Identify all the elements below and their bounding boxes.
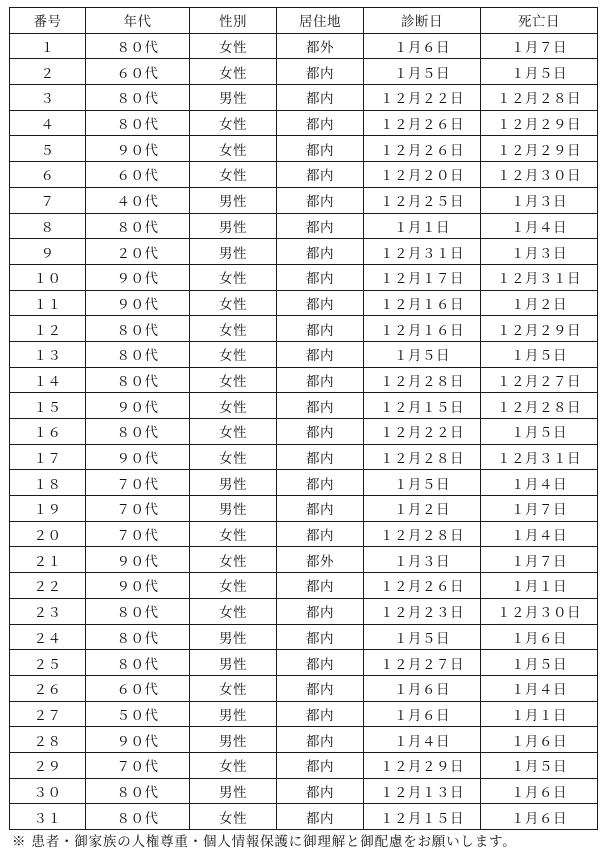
cell-diagnosis-date: １２月２７日 (364, 650, 481, 676)
header-residence: 居住地 (277, 8, 364, 34)
cell-age-group: ８０代 (86, 624, 190, 650)
cell-residence: 都内 (277, 804, 364, 830)
cell-number: ２５ (10, 650, 86, 676)
cell-residence: 都内 (277, 752, 364, 778)
cell-diagnosis-date: １２月１７日 (364, 264, 481, 290)
cell-sex: 女性 (190, 162, 277, 188)
cell-age-group: ８０代 (86, 419, 190, 445)
cell-number: １２ (10, 316, 86, 342)
cell-sex: 男性 (190, 727, 277, 753)
cell-diagnosis-date: １２月２９日 (364, 752, 481, 778)
cell-age-group: ６０代 (86, 675, 190, 701)
cell-sex: 男性 (190, 701, 277, 727)
cell-death-date: １月６日 (481, 778, 598, 804)
cell-diagnosis-date: １月４日 (364, 727, 481, 753)
cell-sex: 女性 (190, 573, 277, 599)
cell-number: ２９ (10, 752, 86, 778)
cell-age-group: ９０代 (86, 290, 190, 316)
cell-age-group: ８０代 (86, 85, 190, 111)
cell-age-group: ８０代 (86, 110, 190, 136)
cell-number: ２４ (10, 624, 86, 650)
cell-age-group: ９０代 (86, 264, 190, 290)
cell-number: １６ (10, 419, 86, 445)
cell-residence: 都内 (277, 367, 364, 393)
header-death-date: 死亡日 (481, 8, 598, 34)
cell-sex: 女性 (190, 752, 277, 778)
table-header (10, 8, 598, 34)
cell-sex: 男性 (190, 650, 277, 676)
cell-death-date: １月３日 (481, 187, 598, 213)
cell-sex: 女性 (190, 367, 277, 393)
cell-residence: 都内 (277, 162, 364, 188)
cases-table (9, 7, 598, 830)
cell-number: ９ (10, 239, 86, 265)
cell-sex: 男性 (190, 624, 277, 650)
cell-number: ２３ (10, 598, 86, 624)
cell-residence: 都内 (277, 419, 364, 445)
cell-sex: 女性 (190, 804, 277, 830)
cell-sex: 男性 (190, 187, 277, 213)
cell-diagnosis-date: １月２日 (364, 496, 481, 522)
cell-residence: 都内 (277, 496, 364, 522)
cell-number: ２０ (10, 521, 86, 547)
cell-number: １３ (10, 341, 86, 367)
cell-diagnosis-date: １２月１６日 (364, 316, 481, 342)
cell-sex: 女性 (190, 264, 277, 290)
header-row (10, 8, 598, 34)
table-row (10, 59, 598, 85)
cell-residence: 都外 (277, 33, 364, 59)
cell-number: ３０ (10, 778, 86, 804)
table-row (10, 573, 598, 599)
cell-death-date: １２月３１日 (481, 264, 598, 290)
cell-death-date: １月５日 (481, 752, 598, 778)
cell-death-date: １月５日 (481, 341, 598, 367)
cell-death-date: １月４日 (481, 521, 598, 547)
cell-death-date: １月５日 (481, 59, 598, 85)
cell-diagnosis-date: １月６日 (364, 675, 481, 701)
cell-diagnosis-date: １月１日 (364, 213, 481, 239)
cell-residence: 都内 (277, 573, 364, 599)
cell-residence: 都内 (277, 470, 364, 496)
table-row (10, 85, 598, 111)
cell-residence: 都内 (277, 187, 364, 213)
table-body (10, 33, 598, 829)
header-number: 番号 (10, 8, 86, 34)
cell-diagnosis-date: １２月２５日 (364, 187, 481, 213)
cell-diagnosis-date: １月５日 (364, 470, 481, 496)
cell-age-group: ９０代 (86, 547, 190, 573)
cell-death-date: １２月３１日 (481, 444, 598, 470)
header-sex: 性別 (190, 8, 277, 34)
cell-number: ６ (10, 162, 86, 188)
cell-number: ４ (10, 110, 86, 136)
table-row (10, 675, 598, 701)
cell-number: １９ (10, 496, 86, 522)
cell-number: ２７ (10, 701, 86, 727)
table-row (10, 624, 598, 650)
cell-death-date: １２月２９日 (481, 110, 598, 136)
table-row (10, 547, 598, 573)
cell-sex: 女性 (190, 675, 277, 701)
table-row (10, 393, 598, 419)
cell-age-group: ９０代 (86, 444, 190, 470)
cell-diagnosis-date: １２月２０日 (364, 162, 481, 188)
cell-diagnosis-date: １２月２８日 (364, 367, 481, 393)
cell-death-date: １月７日 (481, 33, 598, 59)
cell-number: ３ (10, 85, 86, 111)
table-row (10, 264, 598, 290)
cell-age-group: ８０代 (86, 33, 190, 59)
cell-age-group: ７０代 (86, 752, 190, 778)
cell-death-date: １月１日 (481, 701, 598, 727)
cell-age-group: ８０代 (86, 650, 190, 676)
cell-death-date: １月３日 (481, 239, 598, 265)
table-row (10, 110, 598, 136)
cell-death-date: １月６日 (481, 624, 598, 650)
table-row (10, 778, 598, 804)
cell-death-date: １２月２７日 (481, 367, 598, 393)
cell-residence: 都内 (277, 239, 364, 265)
cell-age-group: ８０代 (86, 367, 190, 393)
header-age-group: 年代 (86, 8, 190, 34)
cell-age-group: ５０代 (86, 701, 190, 727)
cell-number: ２２ (10, 573, 86, 599)
table-row (10, 290, 598, 316)
cell-age-group: ８０代 (86, 213, 190, 239)
cell-diagnosis-date: １２月２２日 (364, 419, 481, 445)
cell-death-date: １月４日 (481, 675, 598, 701)
cell-age-group: ６０代 (86, 162, 190, 188)
cell-diagnosis-date: １２月２６日 (364, 573, 481, 599)
table-row (10, 804, 598, 830)
table-row (10, 136, 598, 162)
table-row (10, 239, 598, 265)
cell-age-group: ８０代 (86, 341, 190, 367)
cell-residence: 都内 (277, 444, 364, 470)
cell-residence: 都内 (277, 624, 364, 650)
cell-diagnosis-date: １２月２８日 (364, 521, 481, 547)
cell-residence: 都内 (277, 598, 364, 624)
cell-death-date: １２月２９日 (481, 136, 598, 162)
cell-age-group: ８０代 (86, 316, 190, 342)
cell-number: ２８ (10, 727, 86, 753)
cell-residence: 都内 (277, 290, 364, 316)
cell-diagnosis-date: １月５日 (364, 624, 481, 650)
cell-diagnosis-date: １月５日 (364, 59, 481, 85)
cell-diagnosis-date: １２月２２日 (364, 85, 481, 111)
table-row (10, 162, 598, 188)
cell-residence: 都内 (277, 264, 364, 290)
table-row (10, 367, 598, 393)
cell-sex: 男性 (190, 778, 277, 804)
cell-number: １７ (10, 444, 86, 470)
cell-residence: 都内 (277, 521, 364, 547)
cell-diagnosis-date: １２月１６日 (364, 290, 481, 316)
cell-number: １８ (10, 470, 86, 496)
cell-age-group: ７０代 (86, 470, 190, 496)
cell-sex: 女性 (190, 419, 277, 445)
table-row (10, 33, 598, 59)
cell-residence: 都内 (277, 727, 364, 753)
cell-age-group: ９０代 (86, 727, 190, 753)
cell-death-date: １２月２９日 (481, 316, 598, 342)
cell-number: １５ (10, 393, 86, 419)
header-diagnosis-date: 診断日 (364, 8, 481, 34)
cell-residence: 都内 (277, 213, 364, 239)
cell-sex: 女性 (190, 393, 277, 419)
cell-diagnosis-date: １２月２６日 (364, 136, 481, 162)
table-row (10, 496, 598, 522)
cell-diagnosis-date: １２月２３日 (364, 598, 481, 624)
cell-age-group: ７０代 (86, 521, 190, 547)
table-row (10, 341, 598, 367)
cell-sex: 男性 (190, 496, 277, 522)
cell-sex: 女性 (190, 444, 277, 470)
cell-age-group: ９０代 (86, 573, 190, 599)
cell-residence: 都内 (277, 675, 364, 701)
cell-sex: 女性 (190, 341, 277, 367)
cell-sex: 女性 (190, 290, 277, 316)
cell-number: ８ (10, 213, 86, 239)
cell-death-date: １月７日 (481, 496, 598, 522)
cell-residence: 都内 (277, 393, 364, 419)
cell-death-date: １２月３０日 (481, 162, 598, 188)
cell-sex: 男性 (190, 239, 277, 265)
table-row (10, 727, 598, 753)
cell-age-group: ６０代 (86, 59, 190, 85)
cell-death-date: １２月２８日 (481, 393, 598, 419)
cell-diagnosis-date: １２月１３日 (364, 778, 481, 804)
cell-residence: 都内 (277, 701, 364, 727)
table-row (10, 419, 598, 445)
cell-diagnosis-date: １２月１５日 (364, 393, 481, 419)
cell-diagnosis-date: １月３日 (364, 547, 481, 573)
cell-residence: 都内 (277, 85, 364, 111)
cell-death-date: １２月２８日 (481, 85, 598, 111)
cell-number: １ (10, 33, 86, 59)
cell-death-date: １月２日 (481, 290, 598, 316)
cell-age-group: ４０代 (86, 187, 190, 213)
cell-death-date: １月１日 (481, 573, 598, 599)
cell-sex: 女性 (190, 33, 277, 59)
table-row (10, 470, 598, 496)
table-row (10, 701, 598, 727)
cell-residence: 都内 (277, 136, 364, 162)
cell-death-date: １月４日 (481, 213, 598, 239)
cell-death-date: １月５日 (481, 650, 598, 676)
cell-diagnosis-date: １２月３１日 (364, 239, 481, 265)
cell-sex: 女性 (190, 316, 277, 342)
cell-sex: 女性 (190, 136, 277, 162)
cell-number: ２ (10, 59, 86, 85)
privacy-note: ※ 患者・御家族の人権尊重・個人情報保護に御理解と御配慮をお願いします。 (12, 834, 517, 850)
cell-age-group: ９０代 (86, 393, 190, 419)
table-row (10, 213, 598, 239)
table-row (10, 598, 598, 624)
cell-residence: 都外 (277, 547, 364, 573)
cell-residence: 都内 (277, 316, 364, 342)
cell-residence: 都内 (277, 59, 364, 85)
cell-diagnosis-date: １２月２６日 (364, 110, 481, 136)
cell-death-date: １月６日 (481, 804, 598, 830)
cell-sex: 女性 (190, 110, 277, 136)
cell-age-group: ７０代 (86, 496, 190, 522)
cell-diagnosis-date: １２月２８日 (364, 444, 481, 470)
cell-sex: 男性 (190, 213, 277, 239)
cell-age-group: ８０代 (86, 598, 190, 624)
cell-age-group: ２０代 (86, 239, 190, 265)
cell-number: １０ (10, 264, 86, 290)
cell-death-date: １月７日 (481, 547, 598, 573)
cell-number: ３１ (10, 804, 86, 830)
table-row (10, 752, 598, 778)
cell-number: １４ (10, 367, 86, 393)
cell-death-date: １月５日 (481, 419, 598, 445)
cell-sex: 女性 (190, 547, 277, 573)
cell-sex: 男性 (190, 470, 277, 496)
cell-sex: 女性 (190, 521, 277, 547)
cell-number: ２１ (10, 547, 86, 573)
cell-number: ５ (10, 136, 86, 162)
cell-number: ２６ (10, 675, 86, 701)
cell-number: １１ (10, 290, 86, 316)
cell-residence: 都内 (277, 110, 364, 136)
cell-death-date: １月４日 (481, 470, 598, 496)
cell-diagnosis-date: １月６日 (364, 701, 481, 727)
table-row (10, 444, 598, 470)
cell-residence: 都内 (277, 650, 364, 676)
cell-age-group: ８０代 (86, 778, 190, 804)
cell-diagnosis-date: １月５日 (364, 341, 481, 367)
cell-diagnosis-date: １月６日 (364, 33, 481, 59)
table-row (10, 316, 598, 342)
cell-number: ７ (10, 187, 86, 213)
cell-sex: 女性 (190, 59, 277, 85)
cell-age-group: ８０代 (86, 804, 190, 830)
table-row (10, 650, 598, 676)
cell-residence: 都内 (277, 778, 364, 804)
cell-death-date: １月６日 (481, 727, 598, 753)
table-row (10, 187, 598, 213)
cell-age-group: ９０代 (86, 136, 190, 162)
cell-residence: 都内 (277, 341, 364, 367)
table-row (10, 521, 598, 547)
cell-death-date: １２月３０日 (481, 598, 598, 624)
cell-sex: 女性 (190, 598, 277, 624)
cell-sex: 男性 (190, 85, 277, 111)
cell-diagnosis-date: １２月１５日 (364, 804, 481, 830)
